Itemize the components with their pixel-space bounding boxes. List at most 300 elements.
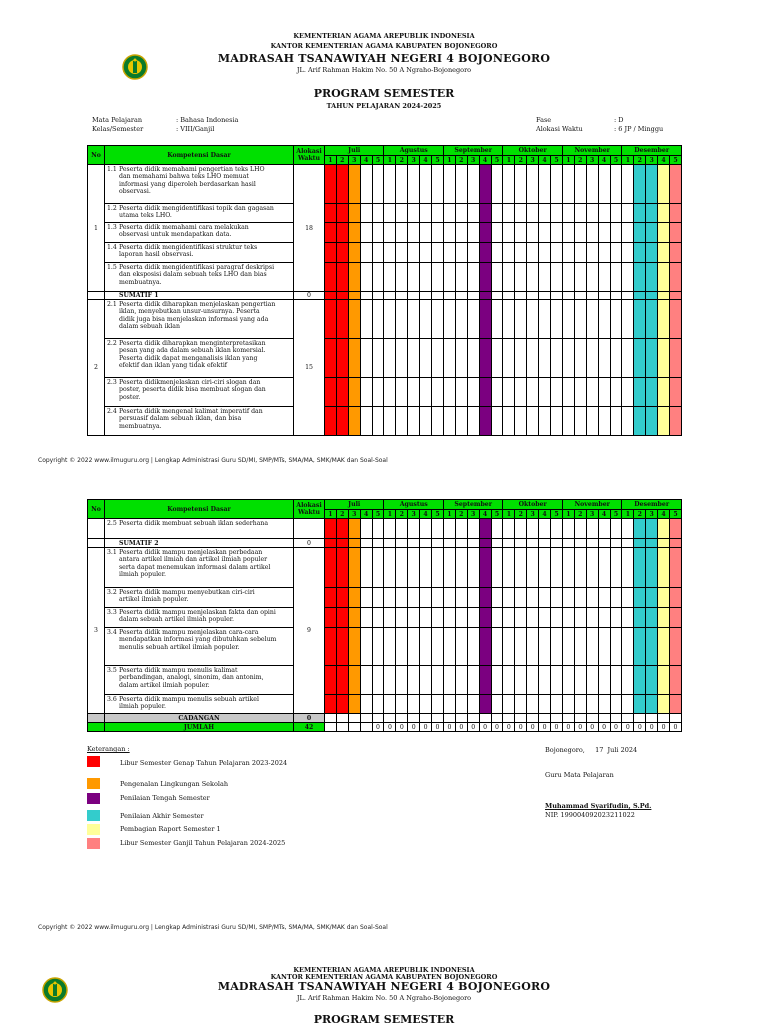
kd-text: Peserta didik membuat sebuah iklan sederhana xyxy=(119,520,269,527)
week-cell xyxy=(443,628,455,666)
week-cell xyxy=(479,243,491,263)
week-cell xyxy=(396,628,408,666)
kd-number: 3.1 xyxy=(107,549,117,556)
week-cell xyxy=(325,588,337,608)
week-cell xyxy=(491,695,503,714)
week-cell xyxy=(646,666,658,695)
kd-text: Peserta didik mengidentifikasi topik dan gagasan utama teks LHO. xyxy=(119,205,274,220)
week-cell xyxy=(610,588,622,608)
week-cell xyxy=(467,608,479,628)
week-cell xyxy=(432,300,444,339)
week-cell xyxy=(432,539,444,548)
week-cell xyxy=(610,407,622,436)
week-cell xyxy=(503,243,515,263)
week-cell xyxy=(420,223,432,243)
week-cell xyxy=(432,714,444,723)
week-cell xyxy=(420,263,432,292)
week-cell xyxy=(670,243,682,263)
table-row xyxy=(88,628,682,666)
week-cell xyxy=(420,300,432,339)
week-cell xyxy=(491,300,503,339)
week-cell xyxy=(539,204,551,223)
col-kd: Kompetensi Dasar xyxy=(105,500,294,519)
week-cell xyxy=(646,714,658,723)
week-header: 4 xyxy=(479,510,491,519)
week-cell xyxy=(479,695,491,714)
week-cell xyxy=(325,519,337,539)
week-cell xyxy=(551,666,563,695)
week-cell xyxy=(432,292,444,300)
legend-item: Libur Semester Ganjil Tahun Pelajaran 2024-2025 xyxy=(120,839,286,847)
week-cell xyxy=(325,723,337,732)
week-cell: 0 xyxy=(634,723,646,732)
week-cell xyxy=(443,292,455,300)
week-cell xyxy=(574,695,586,714)
week-header: 3 xyxy=(348,510,360,519)
week-cell xyxy=(432,548,444,588)
week-cell xyxy=(372,407,384,436)
week-cell xyxy=(539,407,551,436)
week-cell xyxy=(670,539,682,548)
week-cell xyxy=(432,263,444,292)
week-cell xyxy=(634,263,646,292)
week-cell xyxy=(539,519,551,539)
week-cell xyxy=(634,695,646,714)
week-cell xyxy=(562,378,574,407)
week-cell xyxy=(325,407,337,436)
week-cell xyxy=(491,608,503,628)
week-cell xyxy=(360,723,372,732)
week-cell xyxy=(634,378,646,407)
col-alloc: Alokasi Waktu xyxy=(294,146,325,165)
week-cell xyxy=(348,695,360,714)
week-cell xyxy=(503,339,515,378)
week-cell: 0 xyxy=(562,723,574,732)
week-header: 4 xyxy=(479,156,491,165)
week-cell: 0 xyxy=(491,723,503,732)
week-cell xyxy=(420,666,432,695)
week-cell xyxy=(479,378,491,407)
week-cell xyxy=(384,407,396,436)
week-cell xyxy=(432,204,444,223)
week-cell xyxy=(634,300,646,339)
week-cell xyxy=(455,378,467,407)
week-cell xyxy=(610,339,622,378)
week-cell xyxy=(503,204,515,223)
class-value: : VIII/Ganjil xyxy=(176,125,215,133)
week-cell xyxy=(396,243,408,263)
week-header: 5 xyxy=(432,510,444,519)
week-cell xyxy=(670,223,682,243)
week-cell xyxy=(527,204,539,223)
week-cell xyxy=(646,628,658,666)
week-cell xyxy=(360,407,372,436)
week-cell xyxy=(491,628,503,666)
week-cell xyxy=(527,608,539,628)
week-cell: 0 xyxy=(396,723,408,732)
week-cell xyxy=(420,588,432,608)
week-cell xyxy=(360,204,372,223)
week-header: 3 xyxy=(527,156,539,165)
week-cell xyxy=(562,588,574,608)
week-cell xyxy=(360,263,372,292)
week-cell xyxy=(574,539,586,548)
week-cell xyxy=(634,223,646,243)
cadangan-row xyxy=(88,714,682,723)
week-cell xyxy=(610,165,622,204)
week-cell xyxy=(467,548,479,588)
week-cell xyxy=(622,300,634,339)
week-cell xyxy=(610,204,622,223)
week-cell xyxy=(598,588,610,608)
week-cell xyxy=(634,165,646,204)
legend-item: Penilaian Akhir Semester xyxy=(120,812,204,820)
week-header: 3 xyxy=(527,510,539,519)
week-cell xyxy=(372,263,384,292)
week-cell xyxy=(372,519,384,539)
month-header: November xyxy=(562,146,622,156)
week-cell xyxy=(336,666,348,695)
week-cell xyxy=(551,548,563,588)
week-cell xyxy=(551,407,563,436)
header-ministry: KEMENTERIAN AGAMA AREPUBLIK INDONESIA xyxy=(293,966,475,974)
week-cell xyxy=(479,628,491,666)
week-cell xyxy=(372,588,384,608)
week-cell xyxy=(503,714,515,723)
week-cell xyxy=(598,165,610,204)
week-cell xyxy=(527,378,539,407)
week-cell xyxy=(670,548,682,588)
week-cell xyxy=(646,300,658,339)
academic-year: TAHUN PELAJARAN 2024-2025 xyxy=(326,102,442,110)
week-cell xyxy=(479,204,491,223)
week-cell xyxy=(574,292,586,300)
week-cell xyxy=(610,628,622,666)
week-cell xyxy=(372,204,384,223)
week-cell xyxy=(586,263,598,292)
kd-number: 3.2 xyxy=(107,589,117,596)
week-header: 1 xyxy=(384,156,396,165)
week-header: 3 xyxy=(646,156,658,165)
week-cell xyxy=(574,519,586,539)
week-cell xyxy=(336,223,348,243)
week-cell xyxy=(539,628,551,666)
week-cell xyxy=(622,407,634,436)
week-cell xyxy=(562,165,574,204)
class-label: Kelas/Semester xyxy=(92,125,144,133)
week-header: 1 xyxy=(503,156,515,165)
week-cell xyxy=(551,608,563,628)
header-school: MADRASAH TSANAWIYAH NEGERI 4 BOJONEGORO xyxy=(217,980,551,993)
week-cell xyxy=(432,666,444,695)
month-header: Agustus xyxy=(384,500,444,510)
week-cell xyxy=(598,539,610,548)
cadangan-label: CADANGAN xyxy=(105,714,294,723)
week-cell xyxy=(360,628,372,666)
week-cell xyxy=(610,243,622,263)
week-cell xyxy=(479,608,491,628)
week-cell: 0 xyxy=(646,723,658,732)
kd-text: Peserta didik mampu menulis sebuah artikel ilmiah populer. xyxy=(119,696,259,711)
kd-text: Peserta didik mengenal kalimat imperatif dan persuasif dalam sebuah iklan, dan bisa membuatnya. xyxy=(119,408,263,430)
week-header: 5 xyxy=(610,510,622,519)
month-header: Oktober xyxy=(503,500,563,510)
week-cell xyxy=(479,223,491,243)
week-cell xyxy=(325,292,337,300)
week-cell xyxy=(348,539,360,548)
week-cell xyxy=(420,539,432,548)
week-cell xyxy=(408,695,420,714)
week-cell xyxy=(384,378,396,407)
week-header: 5 xyxy=(491,510,503,519)
kd-text: Peserta didik memahami cara melakukan observasi untuk mendapatkan data. xyxy=(119,224,249,239)
week-cell xyxy=(622,263,634,292)
week-cell xyxy=(443,243,455,263)
week-cell xyxy=(586,548,598,588)
week-header: 2 xyxy=(455,510,467,519)
week-cell xyxy=(598,548,610,588)
week-cell xyxy=(432,378,444,407)
week-cell xyxy=(372,714,384,723)
program-table-page-1 xyxy=(87,145,682,436)
week-cell xyxy=(360,519,372,539)
kd-number: 3.3 xyxy=(107,609,117,616)
week-header: 4 xyxy=(539,510,551,519)
jumlah-label: JUMLAH xyxy=(105,723,294,732)
week-cell xyxy=(527,300,539,339)
week-cell xyxy=(658,608,670,628)
week-cell xyxy=(408,714,420,723)
week-cell xyxy=(658,519,670,539)
week-cell xyxy=(443,519,455,539)
time-label: Alokasi Waktu xyxy=(536,125,583,133)
subject-value: : Bahasa Indonesia xyxy=(176,116,239,124)
week-cell xyxy=(622,519,634,539)
table-row xyxy=(88,223,682,243)
week-cell xyxy=(646,519,658,539)
week-cell xyxy=(574,588,586,608)
week-cell xyxy=(670,339,682,378)
week-cell xyxy=(574,714,586,723)
week-cell xyxy=(432,223,444,243)
week-cell xyxy=(562,628,574,666)
week-cell xyxy=(574,407,586,436)
week-cell: 0 xyxy=(503,723,515,732)
week-cell xyxy=(384,588,396,608)
week-header: 3 xyxy=(408,156,420,165)
week-cell xyxy=(467,204,479,223)
week-header: 5 xyxy=(551,510,563,519)
week-cell xyxy=(586,666,598,695)
week-cell xyxy=(574,548,586,588)
week-cell xyxy=(539,666,551,695)
week-cell xyxy=(646,608,658,628)
week-cell xyxy=(336,588,348,608)
week-cell xyxy=(646,407,658,436)
week-cell xyxy=(467,165,479,204)
week-cell xyxy=(515,666,527,695)
week-cell: 0 xyxy=(408,723,420,732)
week-header: 1 xyxy=(562,510,574,519)
week-cell xyxy=(539,608,551,628)
week-cell xyxy=(562,407,574,436)
week-cell xyxy=(539,263,551,292)
week-cell xyxy=(610,539,622,548)
kd-number: 3.6 xyxy=(107,696,117,703)
signature-role: Guru Mata Pelajaran xyxy=(545,771,614,779)
table-row xyxy=(88,666,682,695)
week-header: 1 xyxy=(325,510,337,519)
week-cell xyxy=(336,292,348,300)
week-cell xyxy=(646,339,658,378)
week-cell xyxy=(551,539,563,548)
unit-number: 2 xyxy=(88,300,105,436)
legend-swatch-yellow xyxy=(87,824,100,835)
kd-number: 1.3 xyxy=(107,224,117,231)
week-cell xyxy=(348,588,360,608)
week-cell xyxy=(646,263,658,292)
week-cell xyxy=(586,378,598,407)
week-cell xyxy=(408,666,420,695)
week-cell xyxy=(598,339,610,378)
week-cell xyxy=(491,378,503,407)
week-cell xyxy=(670,628,682,666)
week-cell xyxy=(360,243,372,263)
week-cell: 0 xyxy=(515,723,527,732)
week-cell xyxy=(586,695,598,714)
week-header: 1 xyxy=(622,510,634,519)
week-cell xyxy=(408,223,420,243)
week-cell xyxy=(503,539,515,548)
week-cell xyxy=(527,165,539,204)
week-cell xyxy=(562,539,574,548)
week-cell xyxy=(372,165,384,204)
week-cell xyxy=(610,714,622,723)
kd-number: 2.3 xyxy=(107,379,117,386)
week-cell xyxy=(515,628,527,666)
week-cell xyxy=(551,243,563,263)
week-cell xyxy=(491,519,503,539)
week-cell xyxy=(515,204,527,223)
week-cell xyxy=(384,300,396,339)
week-cell xyxy=(586,300,598,339)
week-cell xyxy=(646,243,658,263)
week-cell xyxy=(658,165,670,204)
week-cell xyxy=(622,714,634,723)
alloc-value: 9 xyxy=(294,548,325,714)
week-cell xyxy=(503,407,515,436)
week-cell xyxy=(467,243,479,263)
week-cell xyxy=(420,204,432,223)
week-cell xyxy=(420,292,432,300)
week-header: 2 xyxy=(574,510,586,519)
week-cell xyxy=(360,300,372,339)
week-header: 5 xyxy=(372,510,384,519)
week-cell xyxy=(432,608,444,628)
kd-text: Peserta didik memahami pengertian teks LHO dan memahami bahwa teks LHO memuat informasi yang diperoleh berdasarkan hasil observasi. xyxy=(119,166,265,196)
week-cell xyxy=(479,588,491,608)
week-cell xyxy=(610,519,622,539)
week-cell xyxy=(455,204,467,223)
month-header: Juli xyxy=(325,146,384,156)
kd-number: 1.1 xyxy=(107,166,117,173)
week-cell xyxy=(372,243,384,263)
week-cell xyxy=(408,539,420,548)
week-cell xyxy=(646,548,658,588)
week-cell xyxy=(515,223,527,243)
week-cell xyxy=(658,378,670,407)
week-cell xyxy=(396,292,408,300)
week-cell xyxy=(515,407,527,436)
week-cell xyxy=(610,695,622,714)
week-cell xyxy=(598,223,610,243)
week-cell xyxy=(658,714,670,723)
week-cell xyxy=(396,223,408,243)
week-cell xyxy=(503,292,515,300)
week-cell xyxy=(670,695,682,714)
week-cell xyxy=(562,300,574,339)
kd-number: 2.2 xyxy=(107,340,117,347)
week-cell xyxy=(372,223,384,243)
week-cell xyxy=(420,378,432,407)
week-cell xyxy=(455,695,467,714)
jumlah-value: 42 xyxy=(294,723,325,732)
week-cell xyxy=(622,695,634,714)
kd-text: Peserta didik mengidentifikasi paragraf deskripsi dan eksposisi dalam sebuah teks LHO dan bias membuatnya. xyxy=(119,264,275,286)
week-cell xyxy=(598,204,610,223)
week-cell xyxy=(670,204,682,223)
month-header: Juli xyxy=(325,500,384,510)
week-cell xyxy=(455,223,467,243)
table-row xyxy=(88,519,682,539)
week-cell xyxy=(562,223,574,243)
week-header: 1 xyxy=(562,156,574,165)
week-cell xyxy=(670,263,682,292)
week-cell xyxy=(658,539,670,548)
week-cell xyxy=(372,378,384,407)
week-cell xyxy=(646,588,658,608)
week-cell xyxy=(396,378,408,407)
week-cell xyxy=(658,548,670,588)
week-cell xyxy=(515,165,527,204)
week-cell xyxy=(360,714,372,723)
table-row xyxy=(88,243,682,263)
week-cell xyxy=(372,548,384,588)
week-cell xyxy=(325,695,337,714)
week-cell xyxy=(634,628,646,666)
week-cell xyxy=(551,519,563,539)
week-cell xyxy=(443,714,455,723)
week-cell xyxy=(527,263,539,292)
week-cell xyxy=(455,666,467,695)
week-cell: 0 xyxy=(479,723,491,732)
kd-number: 1.4 xyxy=(107,244,117,251)
week-header: 4 xyxy=(360,156,372,165)
week-cell xyxy=(467,407,479,436)
week-cell xyxy=(586,243,598,263)
table-row xyxy=(88,204,682,223)
week-cell xyxy=(491,588,503,608)
week-cell xyxy=(443,339,455,378)
week-cell xyxy=(336,243,348,263)
week-cell xyxy=(515,292,527,300)
week-cell xyxy=(551,165,563,204)
week-header: 4 xyxy=(420,510,432,519)
week-cell xyxy=(622,628,634,666)
week-header: 3 xyxy=(646,510,658,519)
week-cell xyxy=(360,695,372,714)
week-cell xyxy=(515,695,527,714)
